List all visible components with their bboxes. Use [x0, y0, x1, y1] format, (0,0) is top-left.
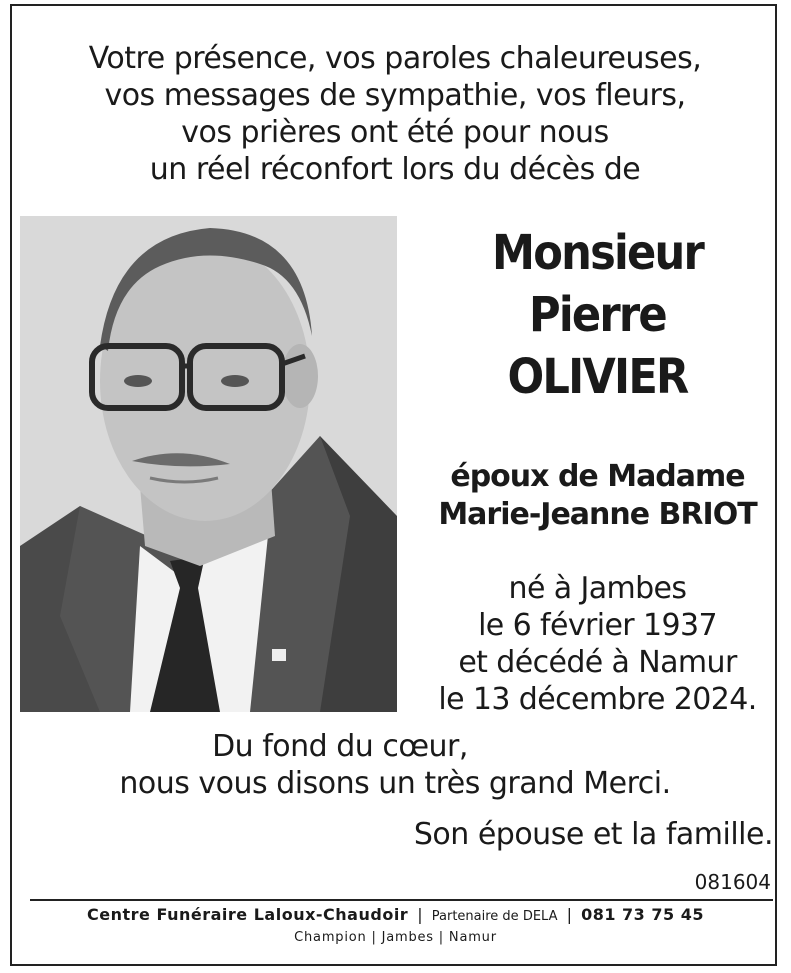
- spouse-info: [420, 458, 775, 534]
- intro-line: vos messages de sympathie, vos fleurs,: [104, 78, 686, 113]
- thanks-line: nous vous disons un très grand Merci.: [119, 766, 671, 801]
- date-line: le 6 février 1937: [478, 608, 717, 643]
- footer-divider: [30, 899, 773, 901]
- reference-number: 081604: [694, 870, 771, 894]
- phone-number: 081 73 75 45: [581, 905, 704, 924]
- spouse-line: époux de Madame: [450, 459, 745, 494]
- footer-line-1: [30, 905, 761, 927]
- date-line: le 13 décembre 2024.: [438, 682, 757, 717]
- portrait-photo: [20, 216, 397, 712]
- date-line: né à Jambes: [508, 571, 687, 606]
- portrait-illustration: [20, 216, 397, 712]
- name-title: Monsieur: [492, 225, 703, 281]
- footer: [30, 905, 761, 948]
- date-line: et décédé à Namur: [458, 645, 737, 680]
- birth-death-info: [420, 570, 775, 718]
- thanks-message: [40, 728, 750, 802]
- intro-line: Votre présence, vos paroles chaleureuses,: [88, 41, 702, 76]
- name-last: OLIVIER: [507, 349, 688, 405]
- footer-locations: Champion | Jambes | Namur: [294, 930, 497, 945]
- separator: |: [566, 905, 572, 924]
- intro-line: vos prières ont été pour nous: [181, 115, 609, 150]
- spouse-line: Marie-Jeanne BRIOT: [438, 497, 757, 532]
- intro-text: [40, 40, 750, 188]
- company-name: Centre Funéraire Laloux-Chaudoir: [87, 905, 409, 924]
- name-first: Pierre: [529, 287, 666, 343]
- intro-line: un réel réconfort lors du décès de: [149, 152, 641, 187]
- separator: |: [417, 905, 423, 924]
- deceased-name: [420, 222, 775, 408]
- signature: Son épouse et la famille.: [413, 817, 773, 852]
- thanks-line: Du fond du cœur,: [212, 729, 468, 764]
- partner-label: Partenaire de DELA: [431, 909, 558, 924]
